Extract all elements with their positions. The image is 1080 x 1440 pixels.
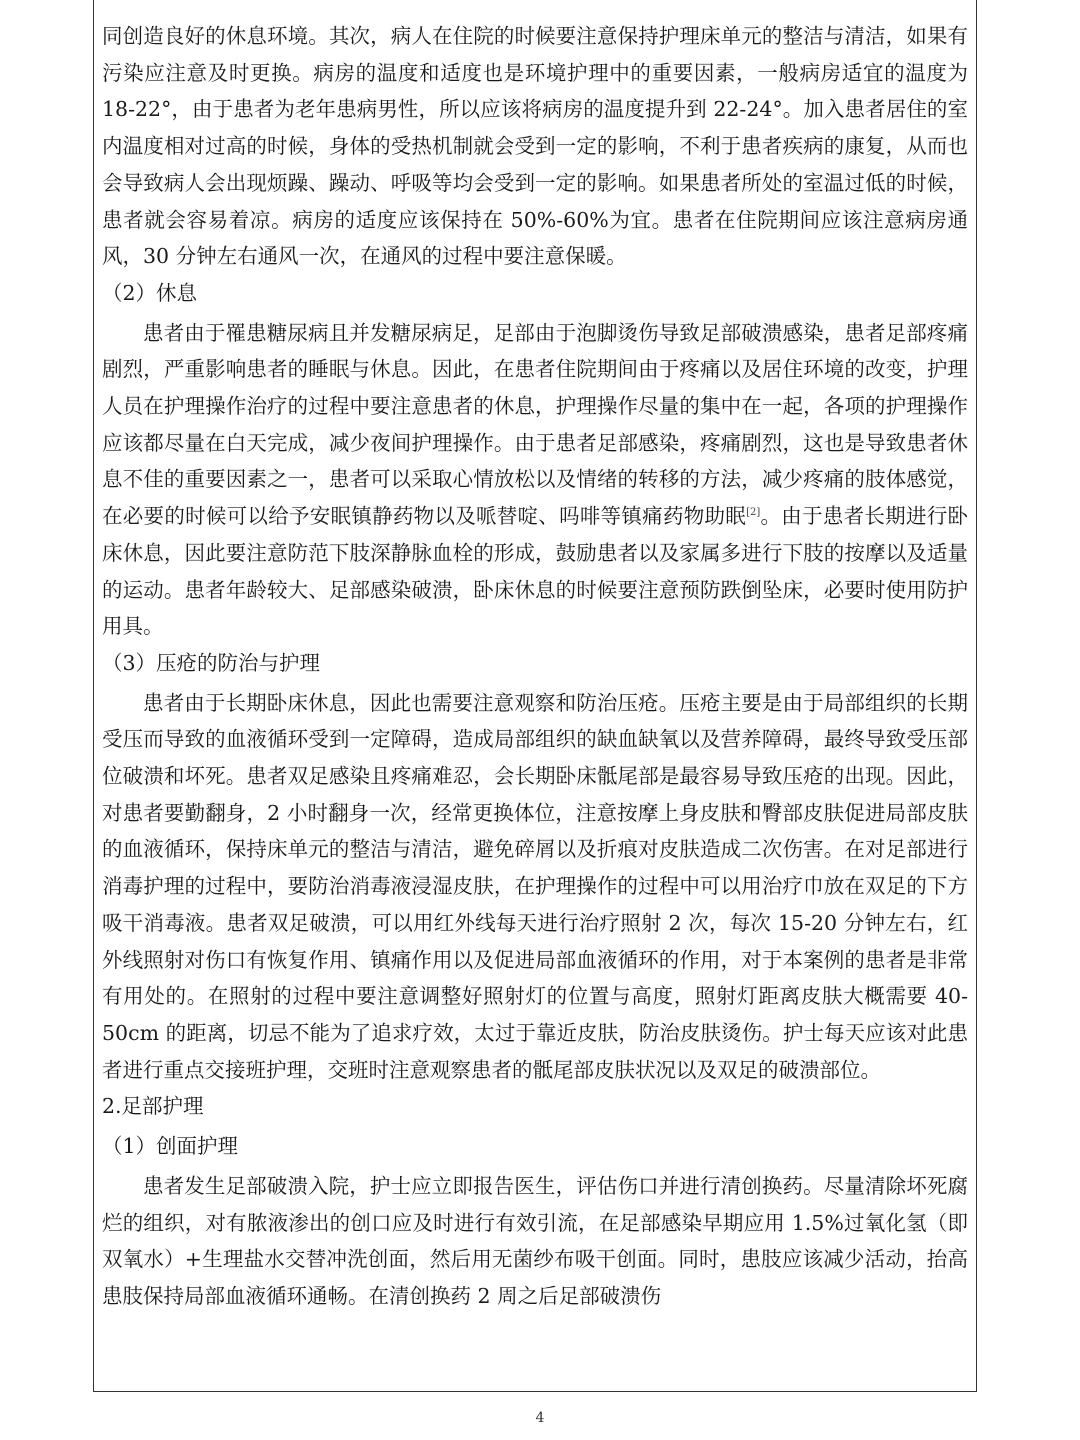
heading-rest: （2）休息	[102, 280, 198, 305]
heading-foot-care: 2.足部护理	[102, 1094, 204, 1119]
paragraph-pressure-ulcer: 患者由于长期卧床休息，因此也需要注意观察和防治压疮。压疮主要是由于局部组织的长期受压而导致的血液循环受到一定障碍，造成局部组织的缺血缺氧以及营养障碍，最终导致受压部位破溃和坏死。患者双足感染且疼痛难忍，会长期卧床骶尾部是最容易导致压疮的出现。因此，对患者要勤翻身，2 小时翻身一次，经常更换体位，注意按摩上身皮肤和臀部皮肤促进局部皮肤的血液循环，保持床单元的整洁与清洁，避免碎屑以及折痕对皮肤造成二次伤害。在对足部进行消毒护理的过程中，要防治消毒液浸湿皮肤，在护理操作的过程中可以用治疗巾放在双足的下方吸干消毒液。患者双足破溃，可以用红外线每天进行治疗照射 2 次，每次 15-20 分钟左右，红外线照射对伤口有恢复作用、镇痛作用以及促进局部血液循环的作用，对于本案例的患者是非常有用处的。在照射的过程中要注意调整好照射灯的位置与高度，照射灯距离皮肤大概需要 40-50cm 的距离，切忌不能为了追求疗效，太过于靠近皮肤，防治皮肤烫伤。护士每天应该对此患者进行重点交接班护理，交班时注意观察患者的骶尾部皮肤状况以及双足的破溃部位。	[102, 690, 968, 1082]
paragraph-rest	[102, 315, 968, 645]
paragraph-wound-care: 患者发生足部破溃入院，护士应立即报告医生，评估伤口并进行清创换药。尽量清除坏死腐烂的组织，对有脓液渗出的创口应及时进行有效引流，在足部感染早期应用 1.5%过氧化氢（即双氧水）+生理盐水交替冲洗创面，然后用无菌纱布吸干创面。同时，患肢应该减少活动，抬高患肢保持局部血液循环通畅。在清创换药 2 周之后足部破溃伤	[102, 1173, 968, 1308]
paragraph-rest-part-1: 患者由于罹患糖尿病且并发糖尿病足，足部由于泡脚烫伤导致足部破溃感染，患者足部疼痛剧烈，严重影响患者的睡眠与休息。因此，在患者住院期间由于疼痛以及居住环境的改变，护理人员在护理操作治疗的过程中要注意患者的休息，护理操作尽量的集中在一起，各项的护理操作应该都尽量在白天完成，减少夜间护理操作。由于患者足部感染，疼痛剧烈，这也是导致患者休息不佳的重要因素之一，患者可以采取心情放松以及情绪的转移的方法，减少疼痛的肢体感觉，在必要的时候可以给予安眠镇静药物以及哌替啶、吗啡等镇痛药物助眠	[102, 320, 968, 529]
paragraph-rest-part-2: 。由于患者长期进行卧床休息，因此要注意防范下肢深静脉血栓的形成，鼓励患者以及家属多进行下肢的按摩以及适量的运动。患者年龄较大、足部感染破溃，卧床休息的时候要注意预防跌倒坠床，必要时使用防护用具。	[102, 504, 969, 639]
heading-wound-care: （1）创面护理	[102, 1134, 239, 1159]
heading-pressure-ulcer: （3）压疮的防治与护理	[102, 650, 321, 675]
document-body	[102, 18, 968, 1315]
page-number: 4	[535, 1410, 545, 1426]
citation-ref[interactable]: [2]	[746, 507, 761, 519]
paragraph-environment-continued: 同创造良好的休息环境。其次，病人在住院的时候要注意保持护理床单元的整洁与清洁，如果有污染应注意及时更换。病房的温度和适度也是环境护理中的重要因素，一般病房适宜的温度为 18-22°，由于患者为老年患病男性，所以应该将病房的温度提升到 22-24°。加入患者居住的室内温度相对过高的时候，身体的受热机制就会受到一定的影响，不利于患者疾病的康复，从而也会导致病人会出现烦躁、躁动、呼吸等均会受到一定的影响。如果患者所处的室温过低的时候，患者就会容易着凉。病房的适度应该保持在 50%-60%为宜。患者在住院期间应该注意病房通风，30 分钟左右通风一次，在通风的过程中要注意保暖。	[102, 24, 968, 269]
